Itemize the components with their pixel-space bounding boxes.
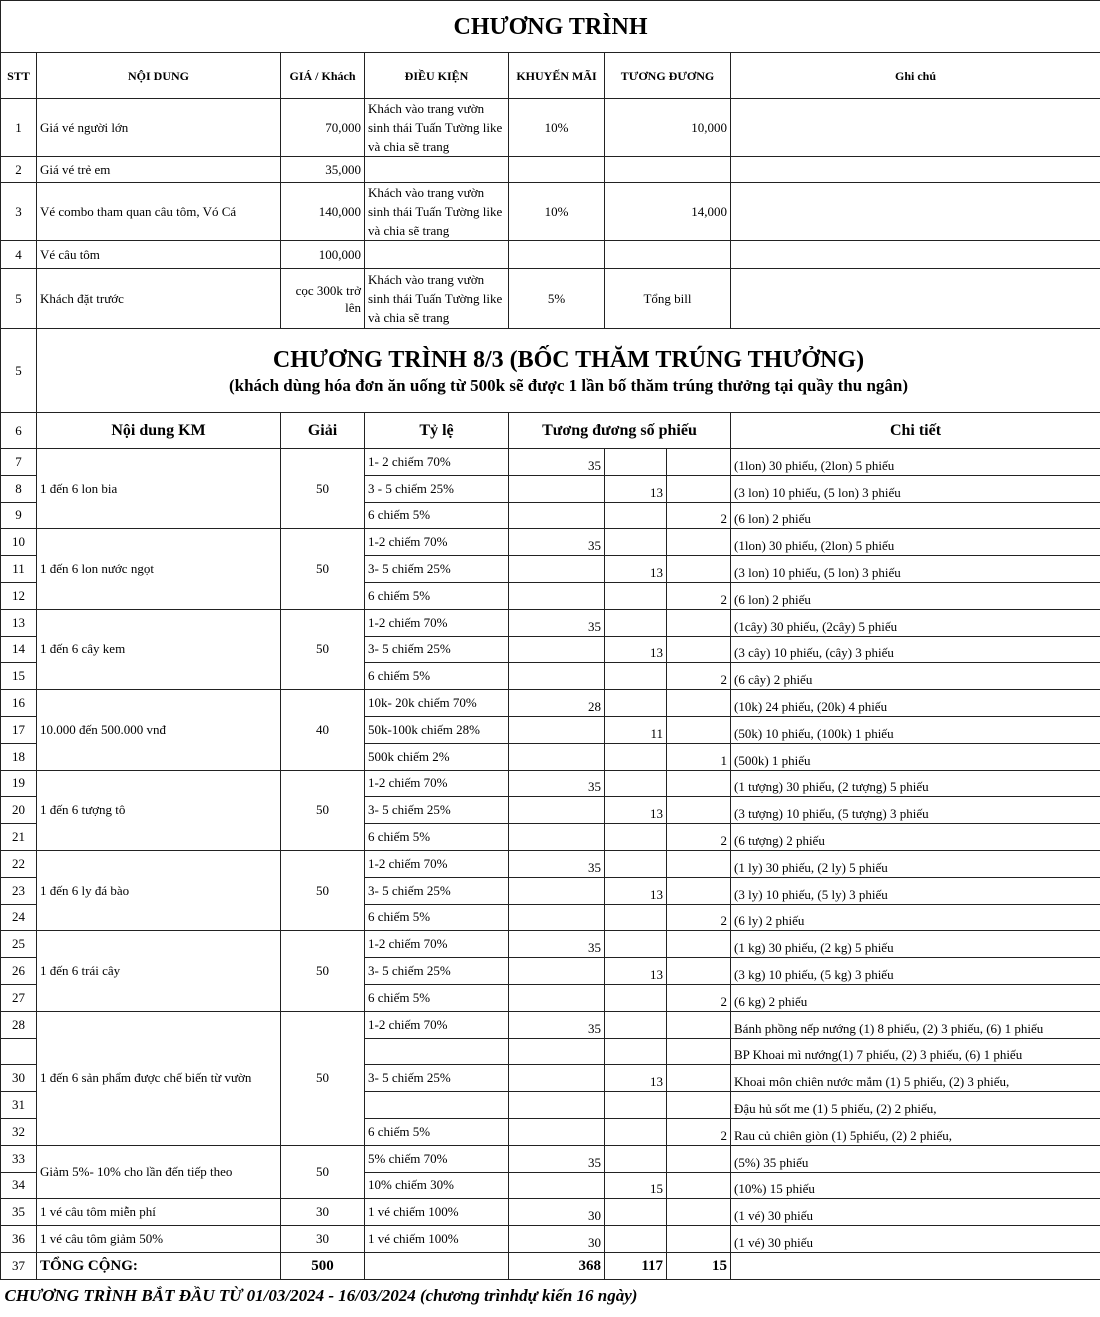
phieu-c-cell: 2 [667,582,731,609]
phieu-b-cell: 13 [605,877,667,904]
giai-cell: 30 [281,1199,365,1226]
pricing-row [1,269,1100,329]
promo-header-row [1,413,1100,449]
phieu-a-cell [509,904,605,931]
phieu-c-cell: 2 [667,502,731,529]
phieu-b-cell: 15 [605,1172,667,1199]
giai-cell: 50 [281,931,365,1011]
phieu-b-cell [605,1199,667,1226]
stt-cell: 12 [1,582,37,609]
ghi-chu-cell [731,183,1100,241]
stt-cell: 15 [1,663,37,690]
noi-dung-cell: Giá vé người lớn [37,99,281,157]
phieu-c-cell [667,529,731,556]
khuyen-mai-cell: 5% [509,269,605,329]
phieu-b-cell: 13 [605,797,667,824]
chi-tiet-cell: (10%) 15 phiếu [731,1172,1100,1199]
phieu-b-cell [605,1038,667,1065]
chi-tiet-cell: Bánh phồng nếp nướng (1) 8 phiếu, (2) 3 phiếu, (6) 1 phiếu [731,1011,1100,1038]
phieu-b-cell: 13 [605,636,667,663]
tuong-duong-cell: 14,000 [605,183,731,241]
ghi-chu-cell [731,241,1100,269]
phieu-b-cell [605,770,667,797]
phieu-c-cell [667,1092,731,1119]
ty-le-cell: 3- 5 chiếm 25% [365,1065,509,1092]
chi-tiet-cell: (3 ly) 10 phiếu, (5 ly) 3 phiếu [731,877,1100,904]
phieu-b-cell [605,502,667,529]
chi-tiet-cell: (50k) 10 phiếu, (100k) 1 phiếu [731,716,1100,743]
stt-cell: 5 [1,269,37,329]
phieu-c-cell [667,1172,731,1199]
stt-cell: 8 [1,475,37,502]
phieu-c-cell [667,609,731,636]
stt-cell: 11 [1,556,37,583]
stt-cell: 20 [1,797,37,824]
total-v1: 368 [509,1252,605,1279]
ghi-chu-cell [731,157,1100,183]
phieu-c-cell [667,797,731,824]
phieu-b-cell [605,984,667,1011]
ty-le-cell: 1-2 chiếm 70% [365,850,509,877]
ty-le-cell: 3 - 5 chiếm 25% [365,475,509,502]
chi-tiet-cell: (6 cây) 2 phiếu [731,663,1100,690]
dieu-kien-cell: Khách vào trang vườn sinh thái Tuấn Tường like và chia sẽ trang [365,99,509,157]
stt-cell: 2 [1,157,37,183]
phieu-c-cell [667,1065,731,1092]
phieu-c-cell [667,1038,731,1065]
phieu-a-cell: 35 [509,449,605,476]
stt-cell: 25 [1,931,37,958]
chi-tiet-cell: (1lon) 30 phiếu, (2lon) 5 phiếu [731,529,1100,556]
total-v3: 15 [667,1252,731,1279]
phieu-b-cell [605,1092,667,1119]
chi-tiet-cell: Đậu hủ sốt me (1) 5 phiếu, (2) 2 phiếu, [731,1092,1100,1119]
header-tuong-duong-so-phieu: Tương đương số phiếu [509,413,731,449]
stt-cell: 33 [1,1145,37,1172]
phieu-b-cell [605,1118,667,1145]
phieu-b-cell [605,529,667,556]
chi-tiet-cell: (3 kg) 10 phiếu, (5 kg) 3 phiếu [731,958,1100,985]
phieu-c-cell [667,1226,731,1253]
phieu-b-cell: 11 [605,716,667,743]
stt-cell: 14 [1,636,37,663]
ghi-chu-cell [731,99,1100,157]
phieu-b-cell: 13 [605,556,667,583]
stt-cell: 16 [1,690,37,717]
ty-le-cell: 50k-100k chiếm 28% [365,716,509,743]
phieu-a-cell: 28 [509,690,605,717]
header-noi-dung: NỘI DUNG [37,53,281,99]
giai-cell: 50 [281,770,365,850]
phieu-b-cell [605,582,667,609]
stt-cell: 1 [1,99,37,157]
phieu-c-cell [667,716,731,743]
list-item [1,850,1100,877]
stt-cell [1,1038,37,1065]
stt-cell: 18 [1,743,37,770]
chi-tiet-cell: (1 kg) 30 phiếu, (2 kg) 5 phiếu [731,931,1100,958]
ty-le-cell: 6 chiếm 5% [365,904,509,931]
phieu-a-cell: 35 [509,931,605,958]
phieu-a-cell [509,984,605,1011]
phieu-b-cell: 13 [605,475,667,502]
noi-dung-cell: Khách đặt trước [37,269,281,329]
phieu-b-cell: 13 [605,1065,667,1092]
phieu-c-cell [667,475,731,502]
ty-le-cell: 6 chiếm 5% [365,582,509,609]
total-row [1,1252,1100,1279]
chi-tiet-cell: (3 lon) 10 phiếu, (5 lon) 3 phiếu [731,475,1100,502]
chi-tiet-cell: (1 vé) 30 phiếu [731,1199,1100,1226]
phieu-a-cell [509,636,605,663]
gia-cell: 35,000 [281,157,365,183]
phieu-a-cell: 30 [509,1199,605,1226]
giai-cell: 50 [281,850,365,930]
giai-cell: 50 [281,1011,365,1145]
ty-le-cell: 5% chiếm 70% [365,1145,509,1172]
promo-title: CHƯƠNG TRÌNH 8/3 (BỐC THĂM TRÚNG THƯỞNG) [272,346,865,373]
chi-tiet-cell: (3 tượng) 10 phiếu, (5 tượng) 3 phiếu [731,797,1100,824]
stt-cell: 26 [1,958,37,985]
phieu-b-cell: 13 [605,958,667,985]
chi-tiet-cell: (1 vé) 30 phiếu [731,1226,1100,1253]
stt-cell: 35 [1,1199,37,1226]
phieu-a-cell [509,958,605,985]
gia-cell: cọc 300k trở lên [281,269,365,329]
ty-le-cell: 3- 5 chiếm 25% [365,958,509,985]
header-khuyen-mai: KHUYẾN MÃI [509,53,605,99]
phieu-a-cell [509,877,605,904]
ty-le-cell: 1- 2 chiếm 70% [365,449,509,476]
ty-le-cell: 3- 5 chiếm 25% [365,877,509,904]
gia-cell: 70,000 [281,99,365,157]
ty-le-cell: 6 chiếm 5% [365,663,509,690]
ty-le-cell: 1-2 chiếm 70% [365,609,509,636]
footer-row [1,1279,1100,1311]
noi-dung-km-cell: 1 đến 6 lon nước ngọt [37,529,281,609]
phieu-c-cell [667,850,731,877]
phieu-b-cell [605,824,667,851]
chi-tiet-cell: Rau củ chiên giòn (1) 5phiếu, (2) 2 phiếu, [731,1118,1100,1145]
stt-cell: 37 [1,1252,37,1279]
ty-le-cell [365,1092,509,1119]
phieu-b-cell [605,1226,667,1253]
dieu-kien-cell [365,157,509,183]
chi-tiet-cell: (6 kg) 2 phiếu [731,984,1100,1011]
stt-cell: 6 [1,413,37,449]
phieu-c-cell: 2 [667,984,731,1011]
stt-cell: 21 [1,824,37,851]
ty-le-cell [365,1038,509,1065]
total-empty [365,1252,509,1279]
header-ty-le: Tỷ lệ [365,413,509,449]
phieu-b-cell [605,850,667,877]
ty-le-cell: 10% chiếm 30% [365,1172,509,1199]
page-title: CHƯƠNG TRÌNH [1,1,1100,53]
ty-le-cell: 1 vé chiếm 100% [365,1226,509,1253]
list-item [1,931,1100,958]
stt-cell: 30 [1,1065,37,1092]
noi-dung-km-cell: 1 đến 6 tượng tô [37,770,281,850]
ty-le-cell: 6 chiếm 5% [365,984,509,1011]
header-dieu-kien: ĐIỀU KIỆN [365,53,509,99]
footer-note: CHƯƠNG TRÌNH BẮT ĐẦU TỪ 01/03/2024 - 16/03/2024 (chương trìnhdự kiến 16 ngày) [4,1285,638,1305]
phieu-b-cell [605,1145,667,1172]
chi-tiet-cell: (6 lon) 2 phiếu [731,582,1100,609]
phieu-b-cell [605,904,667,931]
ty-le-cell: 1-2 chiếm 70% [365,931,509,958]
ty-le-cell: 3- 5 chiếm 25% [365,797,509,824]
stt-cell: 22 [1,850,37,877]
stt-cell: 24 [1,904,37,931]
stt-cell: 7 [1,449,37,476]
list-item [1,690,1100,717]
stt-cell: 10 [1,529,37,556]
list-item [1,1226,1100,1253]
phieu-c-cell: 2 [667,904,731,931]
ty-le-cell: 1-2 chiếm 70% [365,1011,509,1038]
header-tuong-duong: TƯƠNG ĐƯƠNG [605,53,731,99]
header-ghi-chu: Ghi chú [731,53,1100,99]
khuyen-mai-cell: 10% [509,183,605,241]
header-giai: Giải [281,413,365,449]
ty-le-cell: 1-2 chiếm 70% [365,770,509,797]
phieu-c-cell [667,931,731,958]
phieu-a-cell [509,582,605,609]
dieu-kien-cell: Khách vào trang vườn sinh thái Tuấn Tường like và chia sẽ trang [365,269,509,329]
stt-cell: 23 [1,877,37,904]
chi-tiet-cell: (6 ly) 2 phiếu [731,904,1100,931]
phieu-a-cell: 35 [509,1145,605,1172]
giai-cell: 50 [281,529,365,609]
phieu-a-cell: 35 [509,529,605,556]
phieu-a-cell [509,1092,605,1119]
ty-le-cell: 6 chiếm 5% [365,824,509,851]
phieu-a-cell [509,502,605,529]
phieu-b-cell [605,1011,667,1038]
phieu-c-cell [667,636,731,663]
phieu-c-cell [667,877,731,904]
tuong-duong-cell [605,157,731,183]
ty-le-cell: 500k chiếm 2% [365,743,509,770]
phieu-c-cell: 2 [667,1118,731,1145]
phieu-a-cell: 30 [509,1226,605,1253]
stt-cell: 27 [1,984,37,1011]
phieu-a-cell [509,1065,605,1092]
phieu-a-cell [509,1038,605,1065]
header-chi-tiet: Chi tiết [731,413,1100,449]
stt-cell: 13 [1,609,37,636]
chi-tiet-cell: (1lon) 30 phiếu, (2lon) 5 phiếu [731,449,1100,476]
phieu-b-cell [605,743,667,770]
list-item [1,770,1100,797]
header-gia: GIÁ / Khách [281,53,365,99]
stt-cell: 17 [1,716,37,743]
phieu-a-cell: 35 [509,770,605,797]
noi-dung-cell: Giá vé trẻ em [37,157,281,183]
phieu-a-cell [509,663,605,690]
noi-dung-km-cell: 1 đến 6 cây kem [37,609,281,689]
phieu-a-cell: 35 [509,609,605,636]
noi-dung-km-cell: 1 đến 6 ly đá bào [37,850,281,930]
phieu-a-cell [509,716,605,743]
ty-le-cell: 6 chiếm 5% [365,502,509,529]
phieu-c-cell: 1 [667,743,731,770]
phieu-b-cell [605,609,667,636]
chi-tiet-cell: (10k) 24 phiếu, (20k) 4 phiếu [731,690,1100,717]
noi-dung-km-cell: 1 đến 6 lon bia [37,449,281,529]
phieu-c-cell [667,556,731,583]
giai-cell: 40 [281,690,365,770]
phieu-c-cell [667,1011,731,1038]
dieu-kien-cell: Khách vào trang vườn sinh thái Tuấn Tường like và chia sẽ trang [365,183,509,241]
phieu-c-cell [667,958,731,985]
chi-tiet-cell: (1 ly) 30 phiếu, (2 ly) 5 phiếu [731,850,1100,877]
stt-cell: 32 [1,1118,37,1145]
chi-tiet-cell: (3 cây) 10 phiếu, (cây) 3 phiếu [731,636,1100,663]
khuyen-mai-cell [509,241,605,269]
stt-cell: 31 [1,1092,37,1119]
phieu-c-cell [667,690,731,717]
noi-dung-km-cell: 1 đến 6 trái cây [37,931,281,1011]
promo-title-row [1,329,1100,413]
list-item [1,1145,1100,1172]
pricing-row [1,183,1100,241]
chi-tiet-cell: (1 tượng) 30 phiếu, (2 tượng) 5 phiếu [731,770,1100,797]
stt-cell: 36 [1,1226,37,1253]
noi-dung-cell: Vé câu tôm [37,241,281,269]
phieu-a-cell: 35 [509,850,605,877]
list-item [1,449,1100,476]
khuyen-mai-cell: 10% [509,99,605,157]
list-item [1,1011,1100,1038]
noi-dung-km-cell: Giảm 5%- 10% cho lần đến tiếp theo [37,1145,281,1199]
ty-le-cell: 10k- 20k chiếm 70% [365,690,509,717]
pricing-row [1,99,1100,157]
chi-tiet-cell: (3 lon) 10 phiếu, (5 lon) 3 phiếu [731,556,1100,583]
chi-tiet-cell: (5%) 35 phiếu [731,1145,1100,1172]
phieu-a-cell [509,1118,605,1145]
phieu-c-cell [667,1145,731,1172]
chi-tiet-cell: (6 tượng) 2 phiếu [731,824,1100,851]
phieu-a-cell [509,475,605,502]
stt-cell: 34 [1,1172,37,1199]
list-item [1,609,1100,636]
stt-cell: 28 [1,1011,37,1038]
ty-le-cell: 1 vé chiếm 100% [365,1199,509,1226]
chi-tiet-cell: (1cây) 30 phiếu, (2cây) 5 phiếu [731,609,1100,636]
phieu-a-cell [509,824,605,851]
list-item [1,529,1100,556]
stt-cell: 4 [1,241,37,269]
gia-cell: 100,000 [281,241,365,269]
stt-cell: 19 [1,770,37,797]
phieu-a-cell [509,797,605,824]
chi-tiet-cell: Khoai môn chiên nước mắm (1) 5 phiếu, (2) 3 phiếu, [731,1065,1100,1092]
phieu-b-cell [605,931,667,958]
phieu-b-cell [605,690,667,717]
header-noi-dung-km: Nội dung KM [37,413,281,449]
phieu-a-cell [509,743,605,770]
gia-cell: 140,000 [281,183,365,241]
stt-cell: 9 [1,502,37,529]
ghi-chu-cell [731,269,1100,329]
phieu-c-cell [667,449,731,476]
noi-dung-km-cell: 1 đến 6 sản phẩm được chế biến từ vườn [37,1011,281,1145]
phieu-a-cell: 35 [509,1011,605,1038]
stt-cell: 3 [1,183,37,241]
promo-title-block [37,329,1100,413]
noi-dung-km-cell: 1 vé câu tôm giảm 50% [37,1226,281,1253]
promo-note: (khách dùng hóa đơn ăn uống từ 500k sẽ được 1 lần bố thăm trúng thưởng tại quầy thu ngân) [228,375,909,395]
total-giai: 500 [281,1252,365,1279]
phieu-a-cell [509,556,605,583]
header-stt: STT [1,53,37,99]
giai-cell: 50 [281,449,365,529]
giai-cell: 50 [281,609,365,689]
phieu-b-cell [605,663,667,690]
dieu-kien-cell [365,241,509,269]
noi-dung-km-cell: 10.000 đến 500.000 vnđ [37,690,281,770]
giai-cell: 50 [281,1145,365,1199]
ty-le-cell: 3- 5 chiếm 25% [365,556,509,583]
phieu-c-cell [667,1199,731,1226]
ty-le-cell: 6 chiếm 5% [365,1118,509,1145]
phieu-b-cell [605,449,667,476]
pricing-row [1,241,1100,269]
tuong-duong-cell [605,241,731,269]
total-empty [731,1252,1100,1279]
phieu-a-cell [509,1172,605,1199]
ty-le-cell: 3- 5 chiếm 25% [365,636,509,663]
ty-le-cell: 1-2 chiếm 70% [365,529,509,556]
giai-cell: 30 [281,1226,365,1253]
list-item [1,1199,1100,1226]
total-label: TỔNG CỘNG: [37,1252,281,1279]
stt-cell: 5 [1,329,37,413]
chi-tiet-cell: BP Khoai mì nướng(1) 7 phiếu, (2) 3 phiếu, (6) 1 phiếu [731,1038,1100,1065]
tuong-duong-cell: Tổng bill [605,269,731,329]
khuyen-mai-cell [509,157,605,183]
phieu-c-cell [667,770,731,797]
chi-tiet-cell: (6 lon) 2 phiếu [731,502,1100,529]
noi-dung-cell: Vé combo tham quan câu tôm, Vó Cá [37,183,281,241]
chi-tiet-cell: (500k) 1 phiếu [731,743,1100,770]
phieu-c-cell: 2 [667,663,731,690]
total-v2: 117 [605,1252,667,1279]
pricing-row [1,157,1100,183]
tuong-duong-cell: 10,000 [605,99,731,157]
phieu-c-cell: 2 [667,824,731,851]
noi-dung-km-cell: 1 vé câu tôm miễn phí [37,1199,281,1226]
